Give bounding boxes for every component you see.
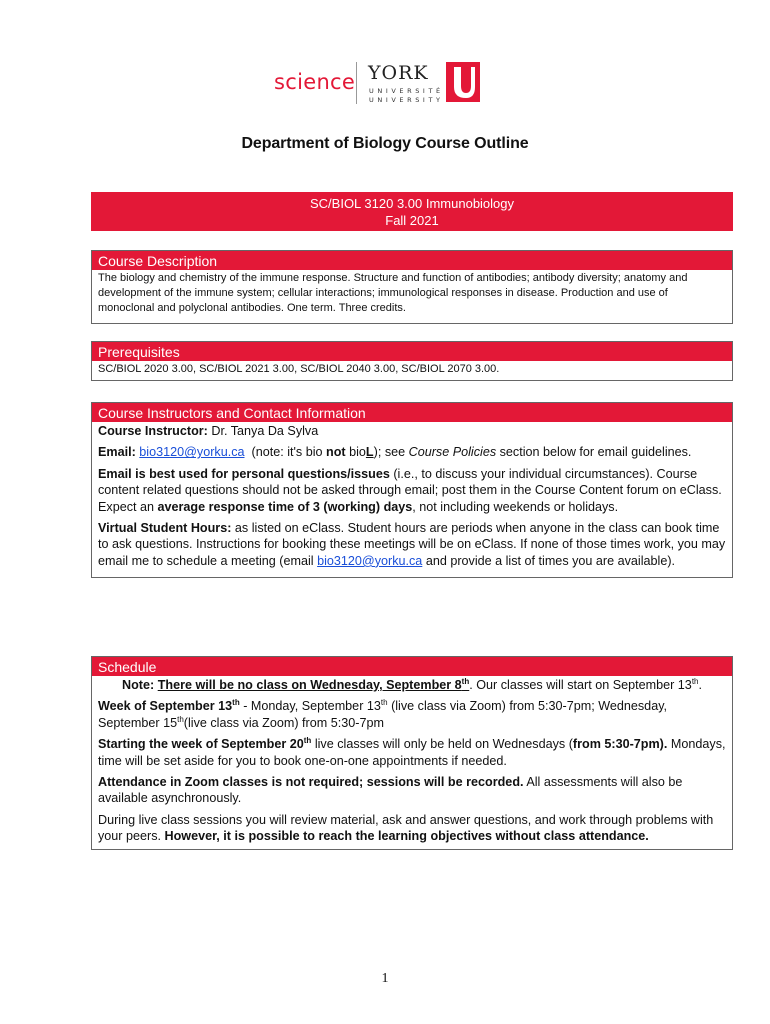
instructor-line (98, 423, 726, 439)
course-policies-ref: Course Policies (408, 445, 497, 460)
week-bold: Week of September 13 (98, 699, 233, 714)
prerequisites-section (91, 341, 733, 381)
live-text: During live class sessions you will review material, ask and answer questions, and work through problems with your peers. (98, 812, 714, 844)
email-note-not: not (326, 445, 346, 460)
email-line (98, 444, 726, 460)
email-note-bio: bio (349, 445, 366, 460)
email-label: Email: (98, 445, 136, 460)
email-note: (note: it's bio (251, 445, 323, 460)
page-title: Department of Biology Course Outline (241, 135, 529, 152)
logo-university-text: UNIVERSITY (369, 96, 444, 104)
week-of-sept-13 (98, 698, 726, 731)
instructor-label: Course Instructor: (98, 424, 208, 438)
start-sup: th (303, 736, 312, 746)
course-description-text: The biology and chemistry of the immune response. Structure and function of antibodies; antibody diversity; anatomy and development of the immune system; cellular interactions; immunological responses in disease. Production and use of monoclonal and polyclonal antibodies. One term. Three credits. (98, 272, 688, 314)
logo-universite-text: UNIVERSITÉ (369, 87, 444, 95)
starting-sept-20 (98, 736, 726, 769)
york-u-icon (446, 62, 480, 102)
attendance-text: All assessments will also be available asynchronously. (98, 775, 683, 806)
email-guidelines (98, 466, 726, 515)
instructor-name: Dr. Tanya Da Sylva (211, 424, 319, 438)
student-hours-email-link[interactable]: bio3120@yorku.ca (317, 553, 423, 568)
prerequisites-text: SC/BIOL 2020 3.00, SC/BIOL 2021 3.00, SC/BIOL 2040 3.00, SC/BIOL 2070 3.00. (98, 363, 500, 375)
note-sup: th (461, 676, 470, 686)
note-bold: There will be no class on Wednesday, September 8 (157, 678, 462, 692)
live-sessions-note (98, 812, 726, 845)
york-science-logo (274, 60, 484, 108)
week-text-b: (live class via Zoom) from 5:30-7pm; Wednesday, September 15 (98, 699, 668, 730)
schedule-section (91, 656, 733, 850)
week-text-c: (live class via Zoom) from 5:30-7pm (183, 715, 384, 730)
attendance-note (98, 774, 726, 807)
live-bold: However, it is possible to reach the learning objectives without class attendance. (164, 829, 649, 844)
section-heading: Course Description (92, 251, 732, 270)
logo-science-text: science (274, 70, 356, 94)
course-term: Fall 2021 (385, 213, 439, 228)
instructors-section (91, 402, 733, 578)
week-sup2: th (380, 698, 388, 708)
attendance-bold: Attendance in Zoom classes is not required; sessions will be recorded. (98, 775, 524, 790)
section-heading: Course Instructors and Contact Information (92, 403, 732, 422)
student-hours-label: Virtual Student Hours: (98, 521, 232, 536)
course-code: SC/BIOL 3120 3.00 Immunobiology (309, 196, 515, 211)
student-hours-text: as listed on eClass. Student hours are periods when anyone in the class can book time to ask questions. Instructions for booking these meetings will be on eClass. If none of those times work, you may email me to schedule a meeting (email (98, 521, 726, 568)
email-best-end: , not including weekends or holidays. (412, 499, 619, 514)
email-best-bold: Email is best used for personal questions/issues (98, 466, 390, 481)
start-bold: Starting the week of September 20 (98, 737, 304, 752)
page-number: 1 (381, 971, 389, 986)
email-link[interactable]: bio3120@yorku.ca (139, 445, 245, 460)
note-label: Note: (122, 678, 155, 692)
email-note-see: ); see (373, 445, 406, 460)
logo-divider (356, 62, 357, 104)
email-best-text: (i.e., to discuss your individual circumstances). Course content related questions should not be asked through email; post them in the Course Content forum on eClass. Expect an (98, 466, 722, 514)
course-banner (91, 192, 733, 231)
start-end: Mondays, time will be set aside for you to book one-on-one appointments if needed. (98, 737, 726, 768)
student-hours-end: and provide a list of times you are available). (425, 553, 676, 568)
section-heading: Prerequisites (92, 342, 732, 361)
start-text: live classes will only be held on Wednesdays ( (314, 737, 573, 752)
section-heading: Schedule (92, 657, 732, 676)
response-time: average response time of 3 (working) days (157, 499, 413, 514)
logo-york-text: YORK (368, 62, 429, 84)
note-rest: . Our classes will start on September 13 (469, 678, 692, 692)
week-sup: th (232, 698, 240, 708)
student-hours (98, 520, 726, 569)
note-sup2: th (691, 676, 699, 686)
course-description-section (91, 250, 733, 324)
week-sup3: th (177, 714, 184, 724)
start-bold2: from 5:30-7pm). (572, 737, 668, 752)
week-text-a: - Monday, September 13 (243, 699, 381, 714)
note-end: . (698, 678, 702, 692)
email-note-l: L (365, 445, 374, 460)
email-note-end: section below for email guidelines. (499, 445, 692, 460)
schedule-note (98, 677, 726, 693)
